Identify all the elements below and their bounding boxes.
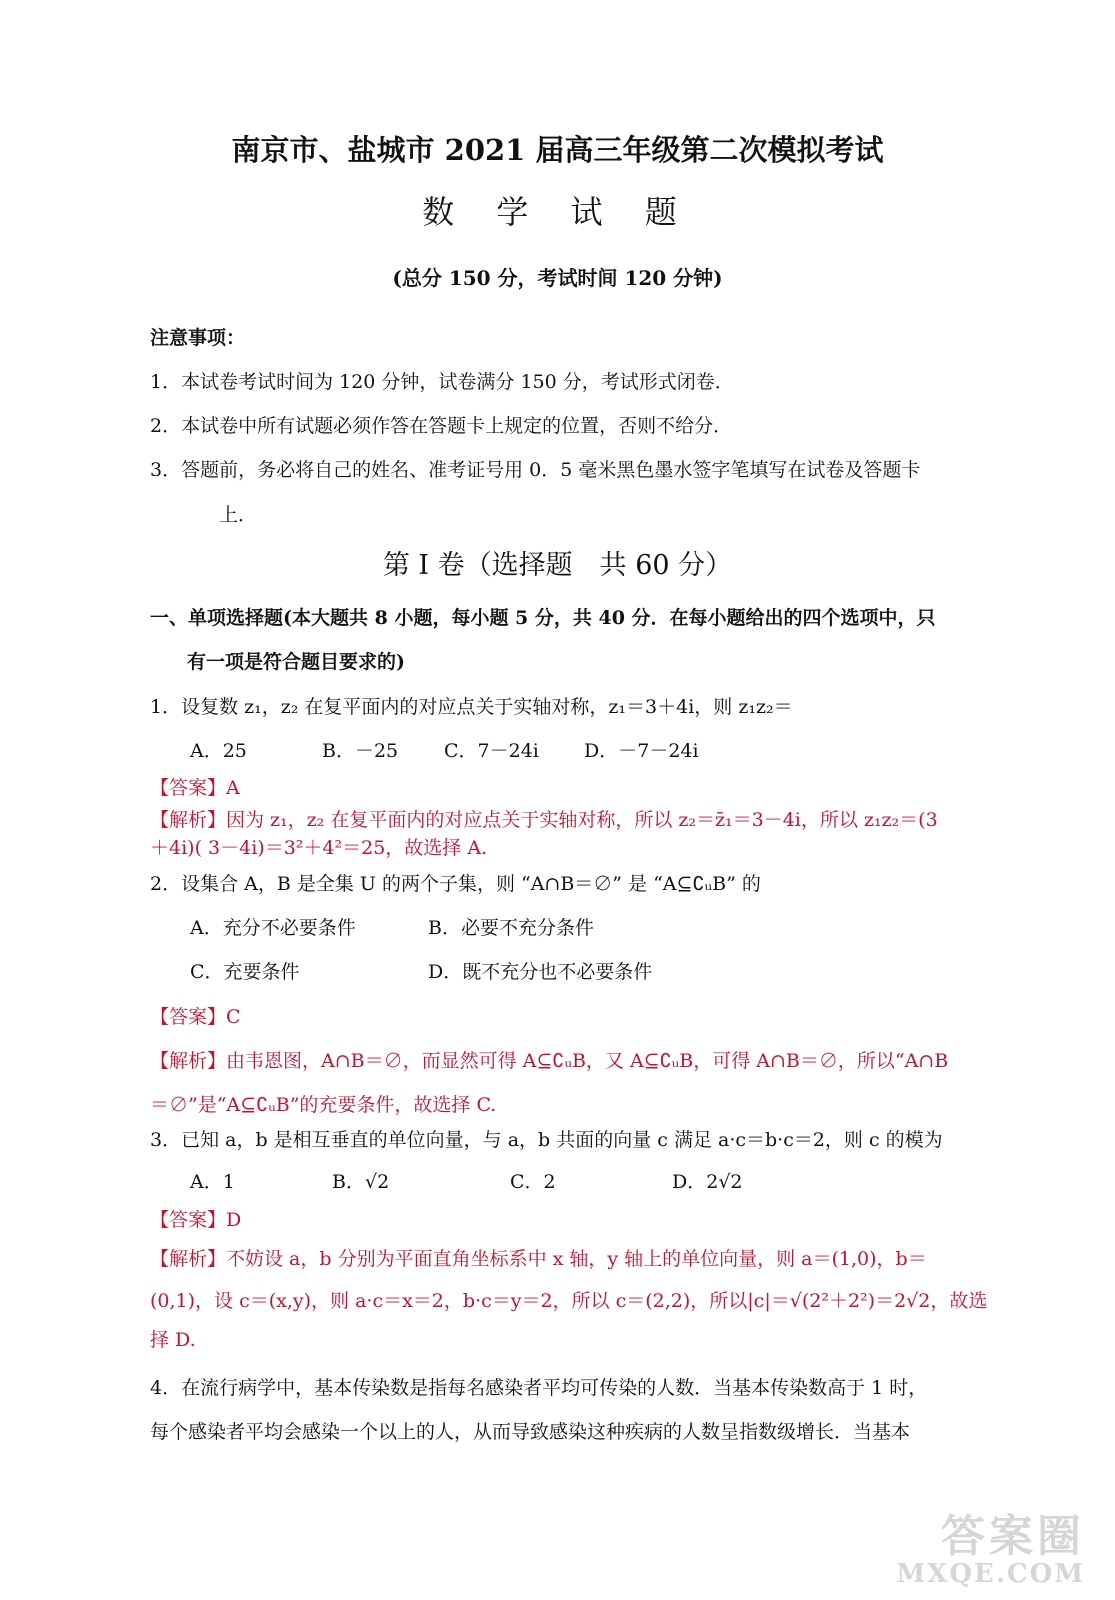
question-stem: 2．设集合 A，B 是全集 U 的两个子集，则 “A∩B＝∅” 是 “A⊆∁ᵤB” 的 xyxy=(150,873,761,895)
part-heading: 一、单项选择题(本大题共 8 小题，每小题 5 分，共 40 分．在每小题给出的四个选项中，只 xyxy=(150,607,936,629)
option-b: B．－25 xyxy=(322,740,399,762)
analysis-line: ＋4i)( 3－4i)＝3²＋4²＝25，故选择 A. xyxy=(150,837,488,859)
watermark-text: 答案圈 xyxy=(941,1511,1085,1562)
analysis-line: 【解析】由韦恩图，A∩B＝∅，而显然可得 A⊆∁ᵤB，又 A⊆∁ᵤB，可得 A∩B＝∅，所以“A∩B xyxy=(150,1050,949,1072)
notice-item-continuation: 上． xyxy=(219,504,258,526)
option-c: C．7－24i xyxy=(444,740,539,762)
option-a: A．充分不必要条件 xyxy=(190,917,356,939)
exam-meta: (总分 150 分，考试时间 120 分钟) xyxy=(392,266,723,290)
part-heading-continuation: 有一项是符合题目要求的) xyxy=(187,651,405,673)
watermark-url: MXQE.COM xyxy=(896,1559,1085,1589)
analysis-line: 择 D. xyxy=(150,1329,196,1351)
answer: 【答案】D xyxy=(150,1209,242,1231)
notice-item: 2．本试卷中所有试题必须作答在答题卡上规定的位置，否则不给分． xyxy=(150,415,733,437)
analysis-line: ＝∅”是“A⊆∁ᵤB”的充要条件，故选择 C. xyxy=(150,1094,497,1116)
analysis-line: 【解析】因为 z₁，z₂ 在复平面内的对应点关于实轴对称，所以 z₂＝z̄₁＝3－4i，所以 z₁z₂＝(3 xyxy=(150,809,938,831)
question-stem: 3．已知 a，b 是相互垂直的单位向量，与 a，b 共面的向量 c 满足 a·c＝b·c＝2，则 c 的模为 xyxy=(150,1129,943,1151)
option-d: D．既不充分也不必要条件 xyxy=(428,961,653,983)
section-title: 第 I 卷（选择题 共 60 分） xyxy=(382,550,733,581)
notice-item: 3．答题前，务必将自己的姓名、准考证号用 0．5 毫米黑色墨水签字笔填写在试卷及答题卡 xyxy=(150,459,921,481)
option-d: D．－7－24i xyxy=(584,740,699,762)
option-a: A．1 xyxy=(190,1171,235,1193)
option-c: C．充要条件 xyxy=(190,961,300,983)
option-c: C．2 xyxy=(510,1171,556,1193)
page-subtitle: 数 学 试 题 xyxy=(422,193,693,231)
answer: 【答案】C xyxy=(150,1006,241,1028)
question-stem: 4．在流行病学中，基本传染数是指每名感染者平均可传染的人数．当基本传染数高于 1 时， xyxy=(150,1377,928,1399)
answer: 【答案】A xyxy=(150,777,240,799)
analysis-line: 【解析】不妨设 a，b 分别为平面直角坐标系中 x 轴，y 轴上的单位向量，则 a＝(1,0)，b＝ xyxy=(150,1248,927,1270)
option-b: B．√2 xyxy=(332,1171,390,1193)
option-a: A．25 xyxy=(190,740,247,762)
analysis-line: (0,1)，设 c＝(x,y)，则 a·c＝x＝2，b·c＝y＝2，所以 c＝(2,2)，所以|c|＝√(2²＋2²)＝2√2，故选 xyxy=(150,1290,988,1312)
notice-heading: 注意事项： xyxy=(150,327,246,349)
watermark-logo xyxy=(896,1511,1085,1589)
option-d: D．2√2 xyxy=(672,1171,743,1193)
question-stem-continuation: 每个感染者平均会感染一个以上的人，从而导致感染这种疾病的人数呈指数级增长．当基本 xyxy=(150,1421,911,1443)
page-title: 南京市、盐城市 2021 届高三年级第二次模拟考试 xyxy=(231,133,884,167)
question-stem: 1．设复数 z₁，z₂ 在复平面内的对应点关于实轴对称，z₁＝3＋4i，则 z₁z₂＝ xyxy=(150,696,793,718)
option-b: B．必要不充分条件 xyxy=(428,917,594,939)
notice-item: 1．本试卷考试时间为 120 分钟，试卷满分 150 分，考试形式闭卷． xyxy=(150,371,734,393)
